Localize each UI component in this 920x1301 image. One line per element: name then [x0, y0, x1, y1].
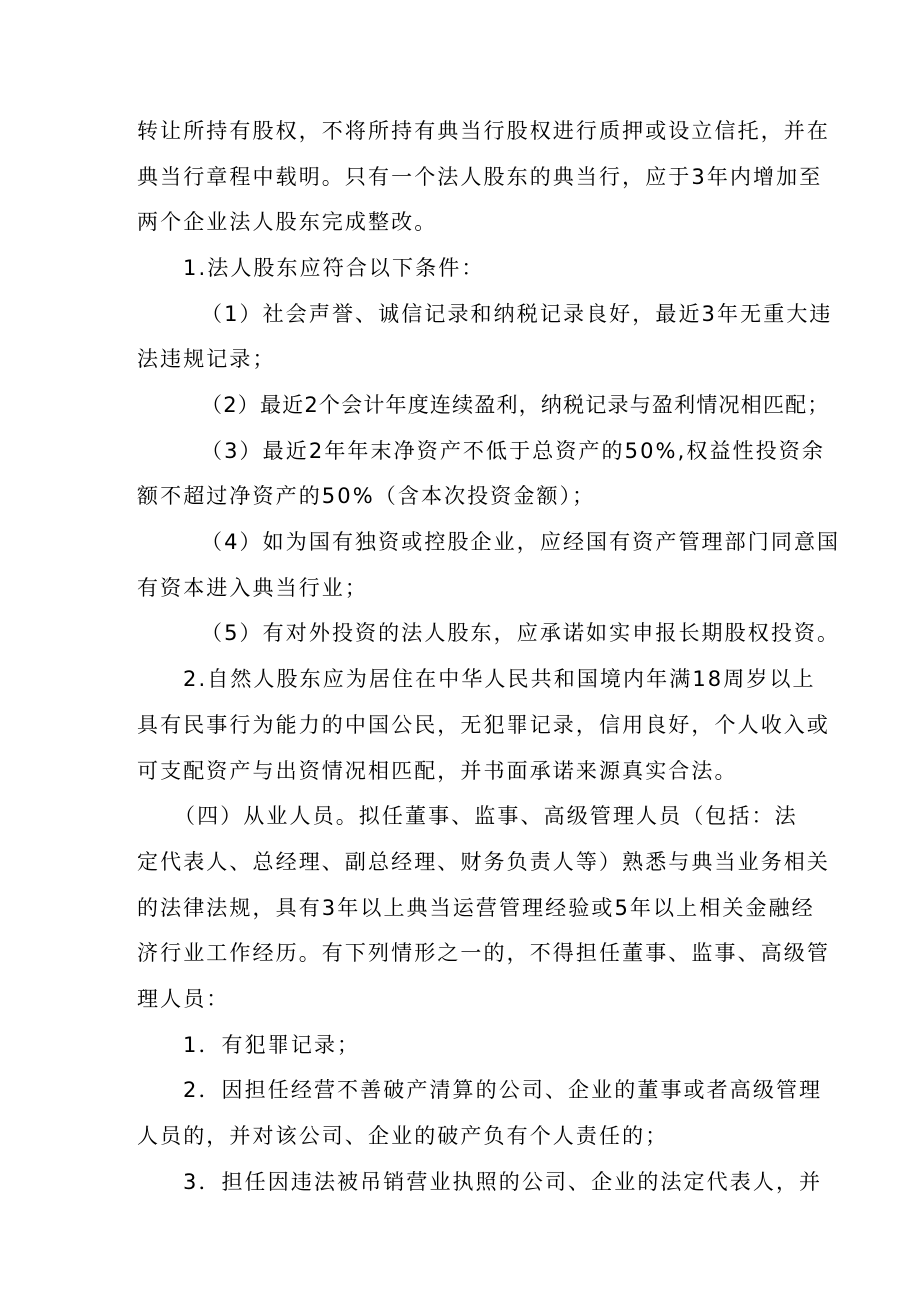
- paragraph-line: 转让所持有股权，不将所持有典当行股权进行质押或设立信托，并在: [137, 119, 830, 143]
- paragraph-line: 有资本进入典当行业；: [137, 576, 368, 600]
- paragraph-line: （2）最近2个会计年度连续盈利，纳税记录与盈利情况相匹配；: [201, 393, 830, 417]
- paragraph-line: 法违规记录；: [137, 347, 276, 371]
- paragraph-line: 额不超过净资产的50%（含本次投资金额）；: [137, 484, 596, 508]
- paragraph-line: 济行业工作经历。有下列情形之一的，不得担任董事、监事、高级管: [137, 941, 830, 965]
- paragraph-line: 2.自然人股东应为居住在中华人民共和国境内年满18周岁以上: [183, 667, 816, 691]
- paragraph-line: 典当行章程中载明。只有一个法人股东的典当行，应于3年内增加至: [137, 165, 823, 189]
- list-item: 2．因担任经营不善破产清算的公司、企业的董事或者高级管理: [183, 1078, 823, 1102]
- paragraph-line: （四）从业人员。拟任董事、监事、高级管理人员（包括：法: [174, 804, 798, 828]
- paragraph-line: （4）如为国有独资或控股企业，应经国有资产管理部门同意国: [201, 530, 841, 554]
- paragraph-line: （5）有对外投资的法人股东，应承诺如实申报长期股权投资。: [201, 621, 841, 645]
- paragraph-line: 的法律法规，具有3年以上典当运营管理经验或5年以上相关金融经: [137, 896, 815, 920]
- paragraph-line: （1）社会声誉、诚信记录和纳税记录良好，最近3年无重大违: [201, 302, 833, 326]
- list-item: 3．担任因违法被吊销营业执照的公司、企业的法定代表人，并: [183, 1170, 823, 1194]
- paragraph-line: 1.法人股东应符合以下条件：: [183, 256, 485, 280]
- paragraph-line: 两个企业法人股东完成整改。: [137, 210, 438, 234]
- paragraph-line: 可支配资产与出资情况相匹配，并书面承诺来源真实合法。: [137, 759, 738, 783]
- paragraph-line: 人员的，并对该公司、企业的破产负有个人责任的；: [137, 1124, 669, 1148]
- list-item: 1．有犯罪记录；: [183, 1033, 361, 1057]
- paragraph-line: （3）最近2年年末净资产不低于总资产的50%,权益性投资余: [201, 439, 825, 463]
- paragraph-line: 定代表人、总经理、副总经理、财务负责人等）熟悉与典当业务相关: [137, 850, 830, 874]
- paragraph-line: 具有民事行为能力的中国公民，无犯罪记录，信用良好，个人收入或: [137, 713, 830, 737]
- paragraph-line: 理人员：: [137, 987, 230, 1011]
